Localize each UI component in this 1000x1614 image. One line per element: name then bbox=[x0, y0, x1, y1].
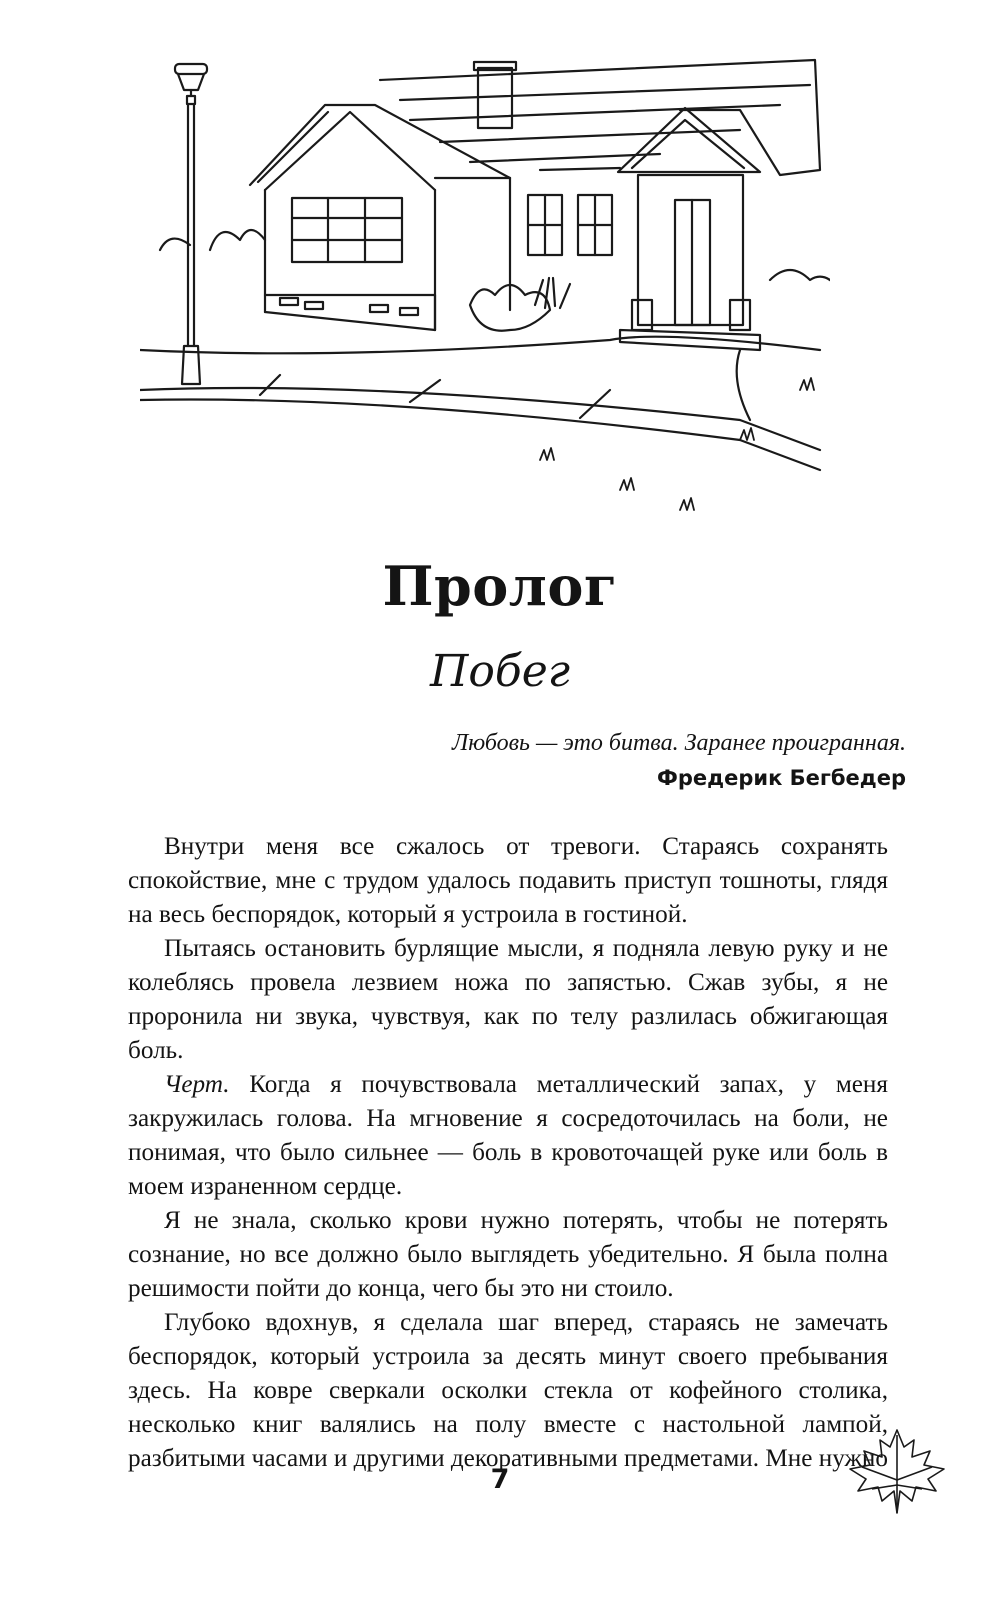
chapter-subtitle: Побег bbox=[430, 646, 570, 697]
paragraph: Пытаясь остановить бурлящие мысли, я подняла левую руку и не колеблясь провела лезвием ножа по запястью. Сжав зубы, я не проронила ни звука, чувствуя, как по телу разлилась обжигающая боль. bbox=[128, 935, 888, 1064]
paragraph: Внутри меня все сжалось от тревоги. Стараясь сохранять спокойствие, мне с трудом удалось подавить приступ тошноты, глядя на весь беспорядок, который я устроила в гостиной. bbox=[128, 833, 888, 928]
paragraph: Глубоко вдохнув, я сделала шаг вперед, стараясь не замечать беспорядок, который устроила за десять минут своего пребывания здесь. На ковре сверкали осколки стекла от кофейного столика, несколько книг валялись на полу вместе с настольной лампой, разбитыми часами и другими декоративными предметами. Мне нужно bbox=[128, 1309, 888, 1472]
page-number: 7 bbox=[490, 1464, 510, 1495]
body-text bbox=[128, 830, 888, 1476]
house-illustration bbox=[140, 50, 830, 530]
epigraph bbox=[452, 725, 906, 795]
paragraph-text: Когда я почувствовала металлический запах, у меня закружилась голова. На мгновение я сосредоточилась на боли, не понимая, что было сильнее — боль в кровоточащей руке или боль в моем израненном сердце. bbox=[128, 1071, 888, 1200]
porch-icon bbox=[618, 108, 760, 350]
epigraph-author: Фредерик Бегбедер bbox=[657, 766, 906, 790]
roof-icon bbox=[380, 60, 820, 175]
house-left-wing-icon bbox=[250, 105, 510, 330]
maple-leaf-icon bbox=[842, 1425, 952, 1515]
street-icon bbox=[140, 337, 820, 470]
grass-icon bbox=[540, 378, 814, 510]
paragraph bbox=[128, 1068, 888, 1204]
house-middle-icon bbox=[435, 178, 612, 310]
street-lamp-icon bbox=[175, 64, 207, 384]
chapter-title: Пролог bbox=[382, 554, 618, 618]
paragraph: Я не знала, сколько крови нужно потерять, чтобы не потерять сознание, но все должно было выглядеть убедительно. Я была полна решимости пойти до конца, чего бы это ни стоило. bbox=[128, 1207, 888, 1302]
epigraph-quote: Любовь — это битва. Заранее проигранная. bbox=[452, 730, 906, 756]
paragraph-emphasis: Черт. bbox=[164, 1071, 230, 1098]
